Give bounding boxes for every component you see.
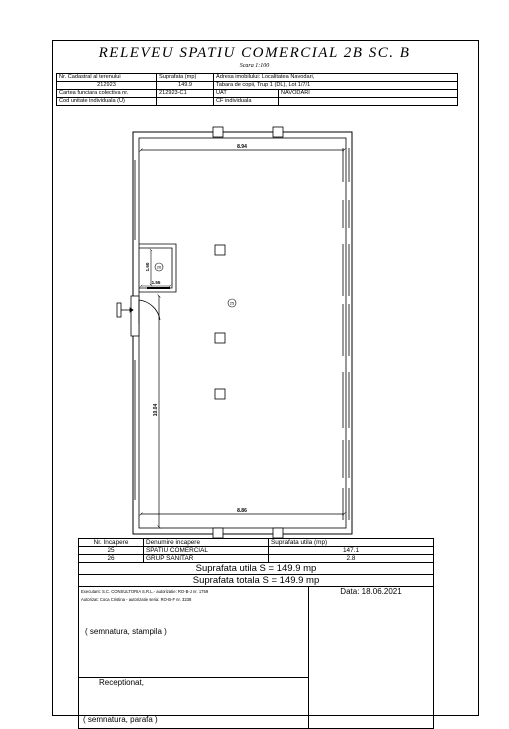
room-25-tag: [228, 299, 236, 307]
window-marks: [135, 148, 349, 520]
executant-cell: [79, 587, 309, 678]
executant-text: Executant: S.C. CONSULTORIA S.R.L.- autorizatie: RO-B-J nr. 1759: [81, 589, 209, 594]
interior-columns: [215, 245, 225, 399]
table-row: [79, 555, 434, 563]
receptionat-label: Receptionat,: [99, 678, 144, 687]
carte-funciara-label: Cartea funciara colectiva nr.: [57, 90, 157, 98]
receptionat-cell: [79, 678, 309, 729]
cod-unitate-label: Cod unitate individuala (U): [57, 98, 157, 106]
room-nr: 25: [79, 547, 144, 555]
room-area: 147.1: [269, 547, 434, 555]
room-name: SPATIU COMERCIAL: [144, 547, 269, 555]
uat-value: NAVODARI: [279, 90, 458, 98]
semnatura-parafa: ( semnatura, parafa ): [83, 715, 158, 724]
room-name: GRUP SANITAR: [144, 555, 269, 563]
adresa-value: Tabara de copii, Trup 1 (DL), Lot 1/7/1: [214, 82, 458, 90]
carte-funciara-value: 212923-C1: [157, 90, 214, 98]
nr-cadastral-label: Nr. Cadastral al terenului: [57, 74, 157, 82]
room-nr: 26: [79, 555, 144, 563]
room-area: 2.8: [269, 555, 434, 563]
autorizat-text: Autorizat: Coca Cristina - autorizatie seria: RO-B-F nr. 3238: [81, 597, 192, 602]
wall-pillars: [213, 127, 283, 538]
document-title: RELEVEU SPATIU COMERCIAL 2B SC. B: [98, 45, 411, 61]
col-header-name: Denumire incapere: [144, 539, 269, 547]
scale-label: Scara 1:100: [239, 63, 270, 69]
data-cell: [309, 587, 434, 729]
nr-cadastral-value: 212923: [57, 82, 157, 90]
table-row: [79, 547, 434, 555]
suprafata-totala: Suprafata totala S = 149.9 mp: [79, 575, 434, 587]
dim-left-label: 10.04: [153, 403, 159, 417]
entry-door: [131, 296, 160, 336]
dim-top-label: 8.94: [237, 144, 247, 150]
col-header-area: Suprafata utila (mp): [269, 539, 434, 547]
suprafata-utila: Suprafata utila S = 149.9 mp: [79, 563, 434, 575]
svg-text:25: 25: [229, 300, 235, 306]
svg-text:26: 26: [156, 264, 162, 270]
room-26-tag: [155, 263, 163, 271]
dim-wc-width-label: 1.55: [151, 280, 161, 285]
adresa-label: Adresa imobilului: Localitatea Navodari,: [214, 74, 458, 82]
rooms-table: [78, 538, 434, 729]
cf-individuala-label: CF individuala: [214, 98, 279, 106]
col-header-nr: Nr. Incapere: [79, 539, 144, 547]
dim-bottom-label: 8.86: [237, 508, 247, 514]
semnatura-stampila: ( semnatura, stampila ): [85, 627, 167, 636]
suprafata-label: Suprafata (mp): [157, 74, 214, 82]
uat-label: UAT: [214, 90, 279, 98]
suprafata-value: 149.9: [157, 82, 214, 90]
dim-wc-height-label: 1.60: [145, 262, 150, 272]
outer-walls: [133, 132, 352, 534]
date-text: Data: 18.06.2021: [340, 587, 402, 596]
